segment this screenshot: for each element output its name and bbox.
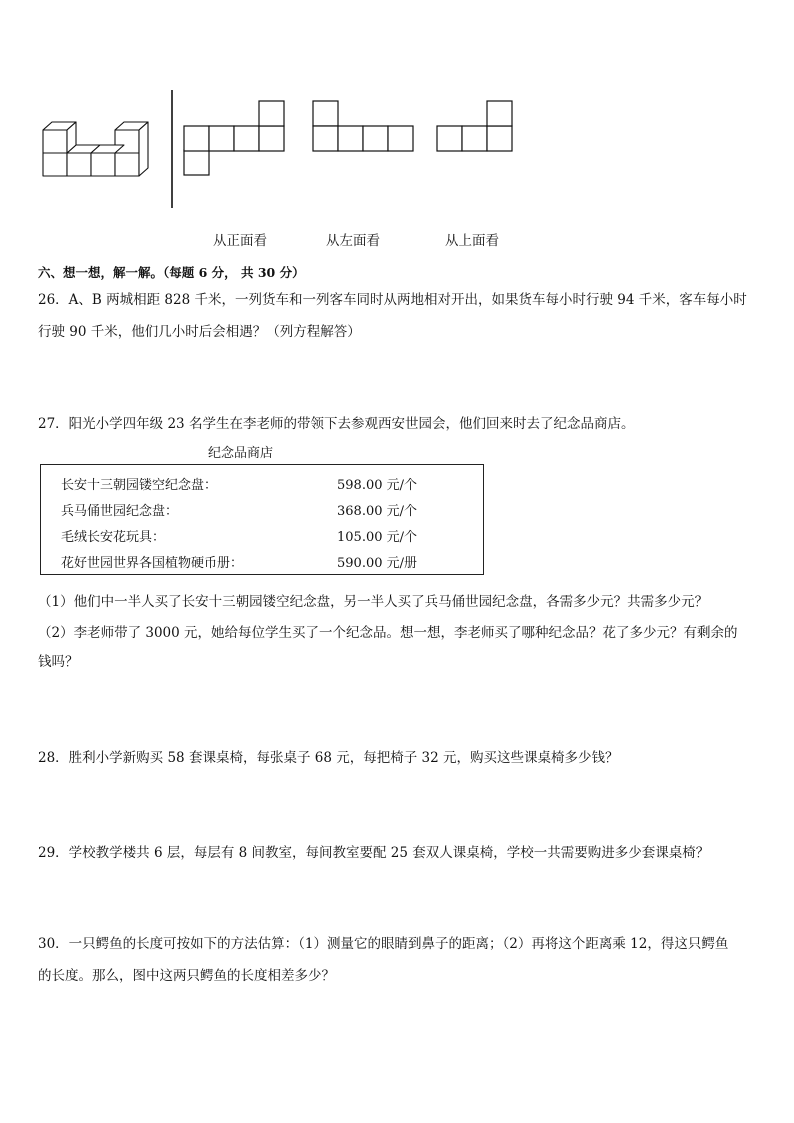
front-view-grid (184, 101, 284, 175)
question-26-line2: 行驶 90 千米，他们几小时后会相遇？（列方程解答） (38, 324, 361, 340)
shop-item-price: 590.00 元/册 (337, 556, 417, 571)
left-view-grid (313, 101, 413, 151)
shop-item-name: 花好世园世界各国植物硬币册： (61, 556, 244, 571)
top-view-grid (437, 101, 512, 151)
section-heading: 六、想一想，解一解。（每题 6 分， 共 30 分） (38, 265, 305, 280)
question-27-intro: 27．阳光小学四年级 23 名学生在李老师的带领下去参观西安世园会，他们回来时去了纪念品商店。 (38, 416, 635, 432)
shop-item-name: 长安十三朝园镂空纪念盘： (61, 478, 218, 493)
shop-item-price: 368.00 元/个 (337, 504, 417, 519)
question-27-sub2-line2: 钱吗？ (38, 654, 79, 670)
front-view-label: 从正面看 (213, 233, 267, 249)
shop-item-name: 兵马俑世园纪念盘： (61, 504, 179, 519)
shop-item-name: 毛绒长安花玩具： (61, 530, 166, 545)
left-view-label: 从左面看 (326, 233, 380, 249)
shop-table-title: 纪念品商店 (208, 446, 274, 461)
views-figure (0, 80, 560, 220)
top-view-label: 从上面看 (445, 233, 499, 249)
shop-price-table (40, 464, 484, 575)
question-30-line2: 的长度。那么，图中这两只鳄鱼的长度相差多少？ (38, 968, 335, 984)
question-30-line1: 30．一只鳄鱼的长度可按如下的方法估算：（1）测量它的眼睛到鼻子的距离；（2）再将这个距离乘 12，得这只鳄鱼 (38, 936, 729, 952)
shop-item-price: 105.00 元/个 (337, 530, 417, 545)
shop-item-price: 598.00 元/个 (337, 478, 417, 493)
question-29: 29．学校教学楼共 6 层，每层有 8 间教室，每间教室要配 25 套双人课桌椅，学校一共需要购进多少套课桌椅？ (38, 845, 710, 861)
question-28: 28．胜利小学新购买 58 套课桌椅，每张桌子 68 元，每把椅子 32 元，购买这些课桌椅多少钱？ (38, 750, 619, 766)
question-26-line1: 26．A、B 两城相距 828 千米，一列货车和一列客车同时从两地相对开出，如果货车每小时行驶 94 千米，客车每小时 (38, 292, 747, 308)
cube-solid-drawing (43, 122, 148, 176)
question-27-sub1: （1）他们中一半人买了长安十三朝园镂空纪念盘，另一半人买了兵马俑世园纪念盘，各需多少元？共需多少元？ (38, 594, 709, 610)
question-27-sub2-line1: （2）李老师带了 3000 元，她给每位学生买了一个纪念品。想一想，李老师买了哪种纪念品？花了多少元？有剩余的 (38, 625, 738, 641)
